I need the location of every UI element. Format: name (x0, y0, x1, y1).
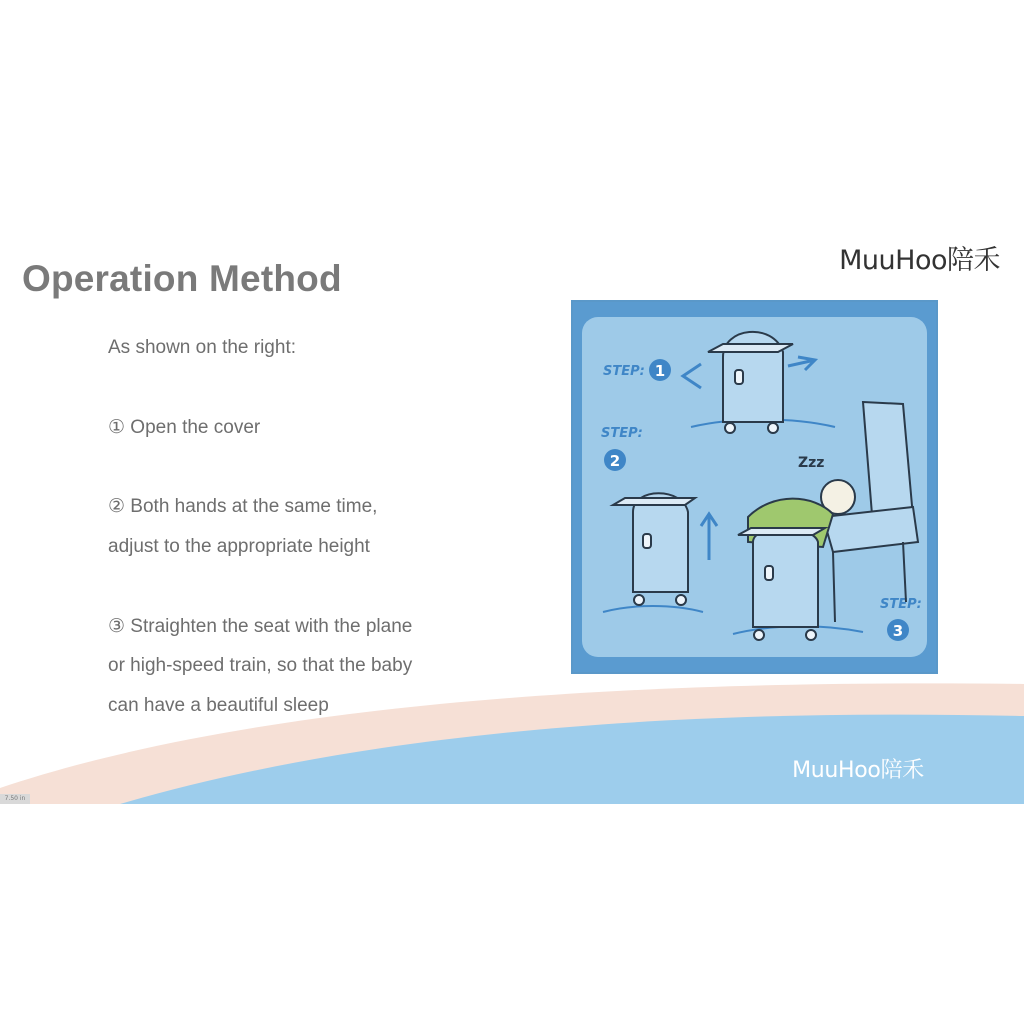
step-2-label: STEP: (601, 426, 643, 441)
intro-line: As shown on the right: (108, 337, 296, 358)
instruction-illustration (571, 300, 938, 674)
step-1-label: STEP: (603, 364, 645, 379)
step-2-line-1: ② Both hands at the same time, (108, 496, 378, 517)
brand-logo-bottom: MuuHoo陪禾 (792, 758, 924, 783)
step-3-line-3: can have a beautiful sleep (108, 695, 329, 716)
slide (0, 222, 1024, 804)
sleep-icon: Zzz (798, 455, 825, 471)
slide-title: Operation Method (22, 258, 342, 299)
step-1-line: ① Open the cover (108, 417, 261, 438)
brand-logo-top: MuuHoo陪禾 (839, 245, 1000, 276)
step-3-label: STEP: (880, 597, 922, 612)
step-3-line-2: or high-speed train, so that the baby (108, 655, 413, 676)
step-1-number: 1 (654, 362, 666, 380)
step-2-line-2: adjust to the appropriate height (108, 536, 370, 557)
step-2-number: 2 (609, 452, 621, 470)
step-3-line-1: ③ Straighten the seat with the plane (108, 616, 413, 637)
step-3-number: 3 (892, 622, 904, 640)
scale-label: 7.50 in (0, 794, 30, 804)
